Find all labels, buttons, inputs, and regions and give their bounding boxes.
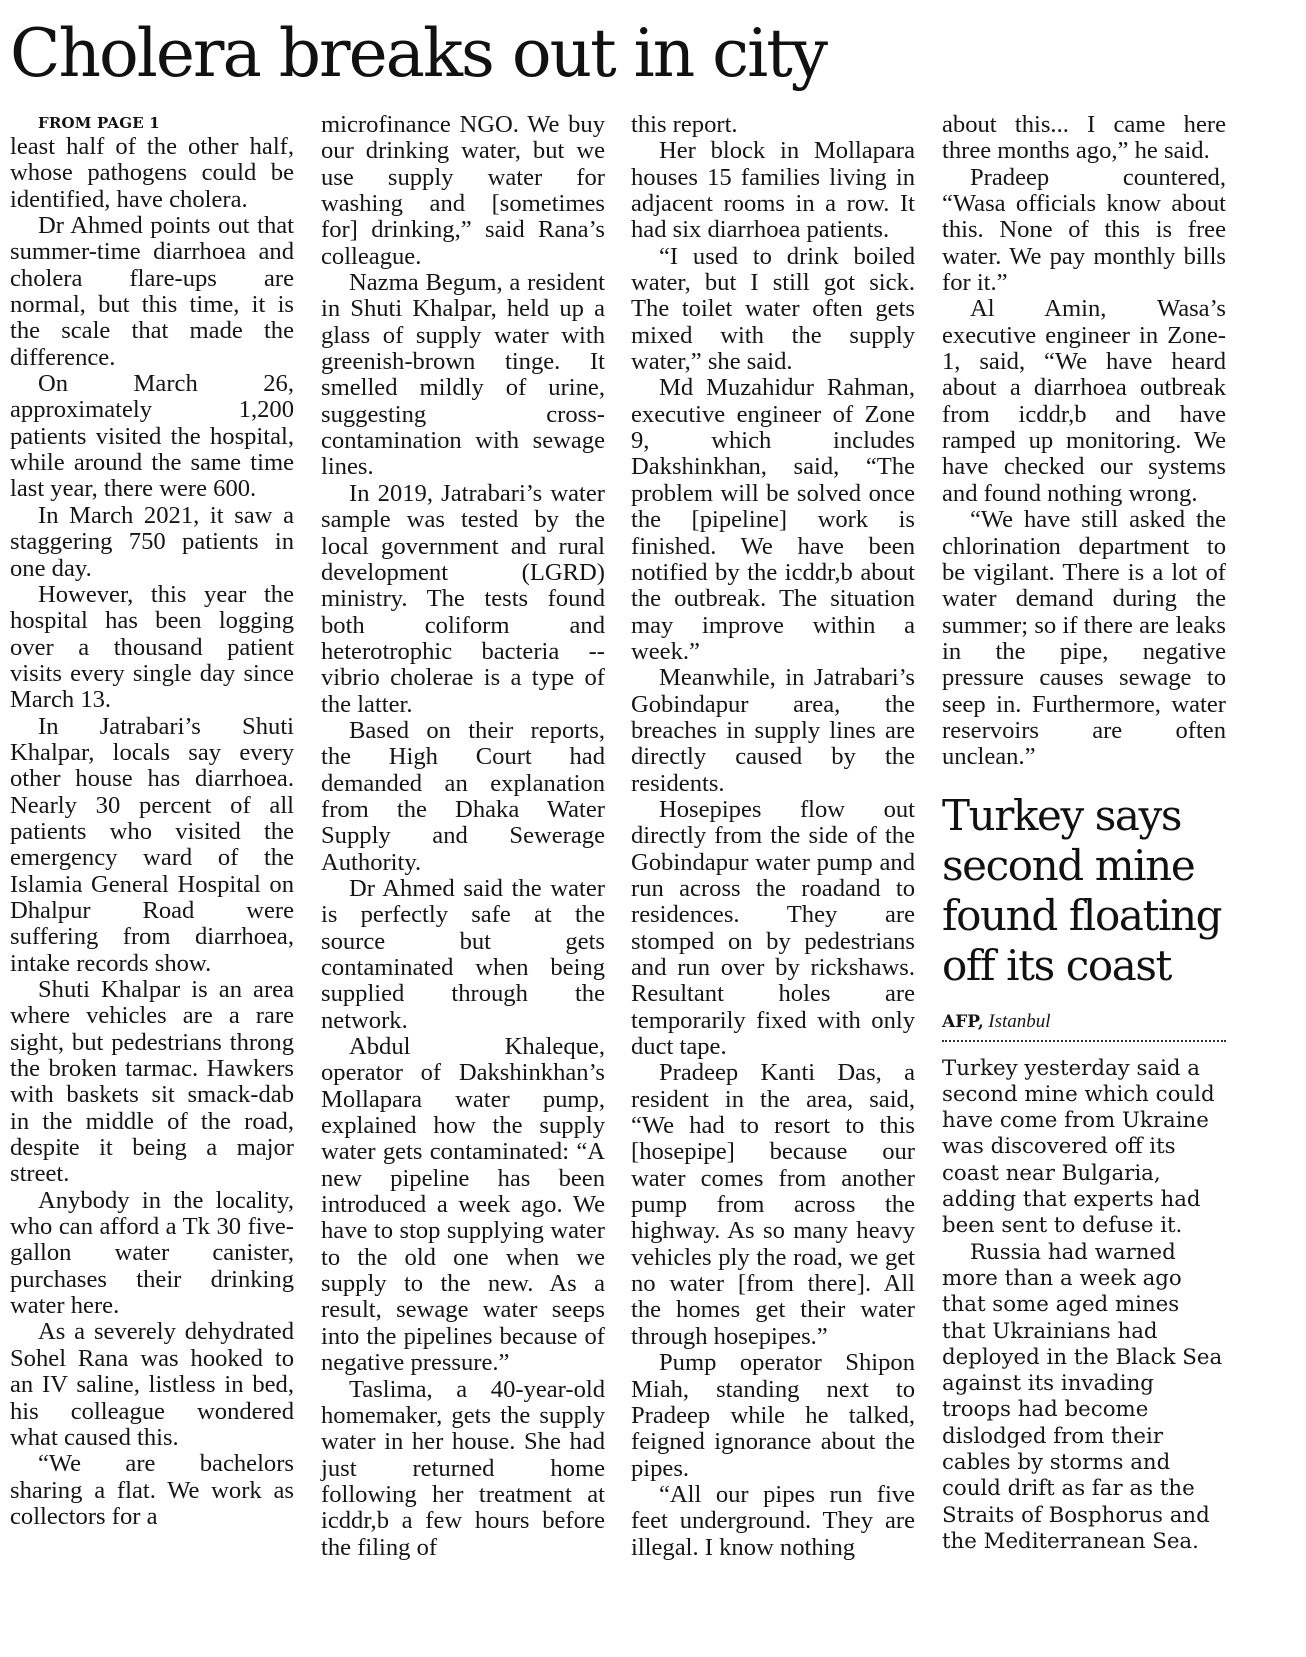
paragraph: Anybody in the locality, who can afford a Tk 30 five-gallon water canister, purchases their drinking water here. (10, 1186, 294, 1320)
paragraph: Dr Ahmed points out that summer-time diarrhoea and cholera flare-ups are normal, but this time, it is the scale that made the difference. (10, 212, 294, 371)
paragraph: Md Muzahidur Rahman, executive engineer of Zone 9, which includes Dakshinkhan, said, “The problem will be solved once the [pipeline] work is finished. We have been notified by the icddr,b about the outbreak. The situation may improve within a week.” (631, 374, 915, 665)
paragraph: this report. (631, 111, 738, 138)
byline-dateline: Istanbul (988, 1010, 1051, 1032)
paragraph: In March 2021, it saw a staggering 750 patients in one day. (10, 501, 294, 582)
byline (942, 1009, 1226, 1042)
paragraph: Hosepipes flow out directly from the side of the Gobindapur water pump and run across the roadand to residences. They are stomped on by pedestrians and run over by rickshaws. Resultant holes are temporarily fixed with only duct tape. (631, 795, 915, 1061)
paragraph: Al Amin, Wasa’s executive engineer in Zone-1, said, “We have heard about a diarrhoea outbreak from icddr,b and have ramped up monitoring. We have checked our systems and found nothing wrong. (942, 295, 1226, 507)
paragraph: “I used to drink boiled water, but I still got sick. The toilet water often gets mixed with the supply water,” she said. (631, 242, 915, 376)
paragraph: In 2019, Jatrabari’s water sample was tested by the local government and rural development (LGRD) ministry. The tests found both coliform and heterotrophic bacteria -- vibrio cholerae is a type of the latter. (321, 479, 605, 718)
paragraph: However, this year the hospital has been logging over a thousand patient visits every single day since March 13. (10, 580, 294, 714)
main-headline: Cholera breaks out in city (10, 15, 827, 92)
paragraph: least half of the other half, whose pathogens could be identified, have cholera. (10, 133, 294, 213)
paragraph: Pump operator Shipon Miah, standing next to Pradeep while he talked, feigned ignorance about the pipes. (631, 1349, 915, 1482)
paragraph: As a severely dehydrated Sohel Rana was hooked to an IV saline, listless in bed, his colleague wondered what caused this. (10, 1318, 294, 1451)
column-1 (10, 112, 294, 1530)
paragraph: Shuti Khalpar is an area where vehicles are a rare sight, but pedestrians throng the broken tarmac. Hawkers with baskets sit smack-dab in the middle of the road, despite it being a major street. (10, 976, 294, 1188)
column-4 (942, 112, 1226, 1555)
paragraph: Taslima, a 40-year-old homemaker, gets the supply water in her house. She had just returned home following her treatment at icddr,b a few hours before the filing of (321, 1375, 605, 1561)
paragraph: On March 26, approximately 1,200 patients visited the hospital, while around the same time last year, there were 600. (10, 370, 294, 503)
paragraph: Russia had warned more than a week ago that some aged mines that Ukrainians had deployed in the Black Sea against its invading troops had become dislodged from their cables by storms and could drift as far as the Straits of Bosphorus and the Mediterranean Sea. (942, 1239, 1223, 1554)
paragraph: Abdul Khaleque, operator of Dakshinkhan’s Mollapara water pump, explained how the supply water gets contaminated: “A new pipeline has been introduced a week ago. We have to stop supplying water to the old one when we supply to the new. As a result, sewage water seeps into the pipelines because of negative pressure.” (321, 1033, 605, 1377)
paragraph: about this... I came here three months ago,” he said. (942, 111, 1226, 165)
paragraph: “We have still asked the chlorination department to be vigilant. There is a lot of water demand during the summer; so if there are leaks in the pipe, negative pressure causes sewage to seep in. Furthermore, water reservoirs are often unclean.” (942, 506, 1226, 771)
column-2 (321, 112, 605, 1561)
paragraph: Nazma Begum, a resident in Shuti Khalpar, held up a glass of supply water with greenish-brown tinge. It smelled mildly of urine, suggesting cross-contamination with sewage lines. (321, 269, 605, 481)
paragraph: Turkey yesterday said a second mine which could have come from Ukraine was discovered off its coast near Bulgaria, adding that experts had been sent to defuse it. (942, 1055, 1215, 1239)
kicker: FROM PAGE 1 (38, 114, 160, 132)
paragraph: Her block in Mollapara houses 15 families living in adjacent rooms in a row. It had six diarrhoea patients. (631, 137, 915, 244)
paragraph: Pradeep countered, “Wasa officials know about this. None of this is free water. We pay monthly bills for it.” (942, 163, 1226, 297)
paragraph: “All our pipes run five feet underground. They are illegal. I know nothing (631, 1480, 915, 1561)
side-story-body (942, 1056, 1226, 1556)
column-3 (631, 112, 915, 1561)
paragraph: “We are bachelors sharing a flat. We work as collectors for a (10, 1450, 294, 1530)
byline-agency: AFP, (942, 1011, 984, 1032)
paragraph: microfinance NGO. We buy our drinking water, but we use supply water for washing and [sometimes for] drinking,” said Rana’s colleague. (321, 111, 605, 270)
paragraph: Dr Ahmed said the water is perfectly safe at the source but gets contaminated when being supplied through the network. (321, 874, 605, 1034)
paragraph: Pradeep Kanti Das, a resident in the area, said, “We had to resort to this [hosepipe] because our water comes from another pump from across the highway. As so many heavy vehicles ply the road, we get no water [from there]. All the homes get their water through hosepipes.” (631, 1059, 915, 1350)
paragraph: Based on their reports, the High Court had demanded an explanation from the Dhaka Water Supply and Sewerage Authority. (321, 716, 605, 876)
side-story-headline: Turkey says second mine found floating off its coast (942, 790, 1222, 990)
paragraph: In Jatrabari’s Shuti Khalpar, locals say every other house has diarrhoea. Nearly 30 percent of all patients who visited the emergency ward of the Islamia General Hospital on Dhalpur Road were suffering from diarrhoea, intake records show. (10, 712, 294, 977)
paragraph: Meanwhile, in Jatrabari’s Gobindapur area, the breaches in supply lines are directly caused by the residents. (631, 664, 915, 797)
